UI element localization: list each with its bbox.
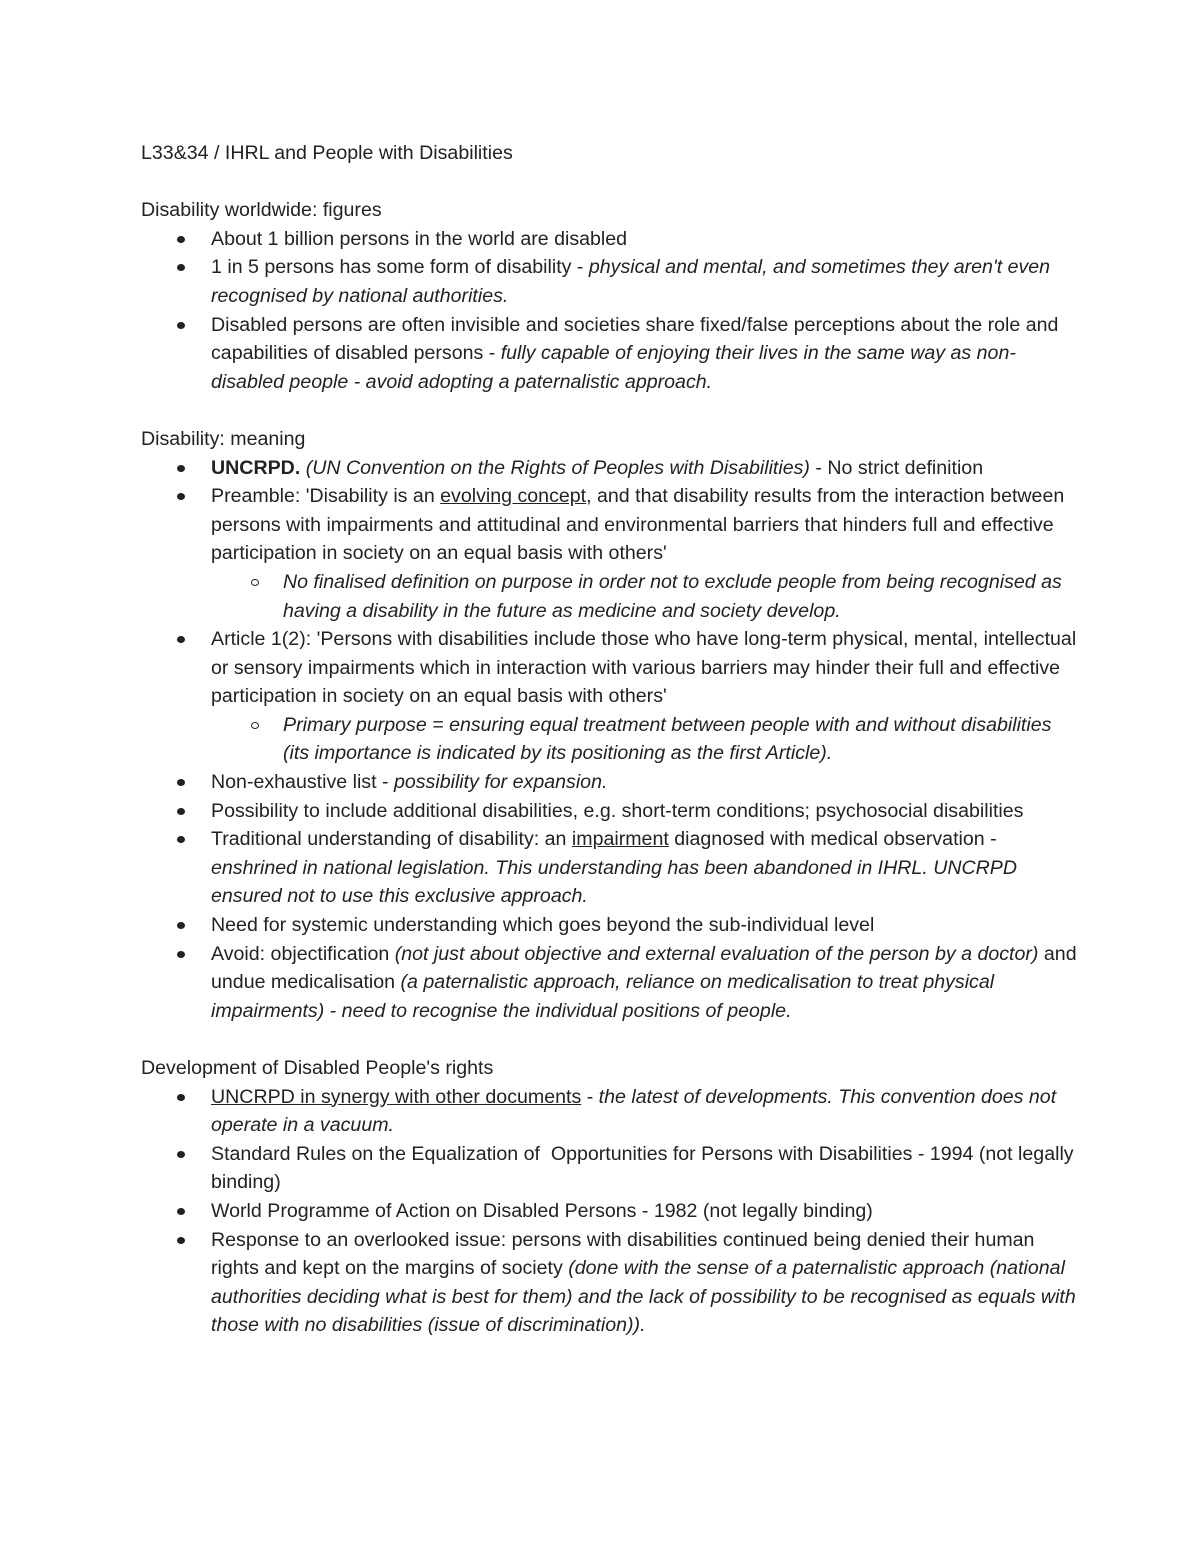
item-italic-text: fully capable of enjoying their lives in the same way as non-disabled people - avoid adopting a paternalistic approach.	[211, 342, 1016, 393]
list-item	[141, 1140, 1081, 1197]
item-text: Disabled persons are often invisible and societies share fixed/false perceptions about the role and capabilities of disabled persons -	[211, 313, 1059, 365]
list-item	[141, 825, 1081, 911]
bullet-icon	[177, 236, 185, 243]
section-heading-meaning: Disability: meaning	[141, 427, 306, 450]
item-text: and undue medicalisation	[211, 942, 1077, 994]
section-heading-development: Development of Disabled People's rights	[141, 1057, 494, 1079]
spacer	[141, 1025, 1081, 1054]
item-italic-text: (done with the sense of a paternalistic approach (national authorities deciding what is best for them) and the lack of possibility to be recognised as equals with those with no disabilities (issue of discrimination)).	[211, 1257, 1076, 1337]
bullet-icon	[177, 636, 185, 643]
item-italic-text: (UN Convention on the Rights of Peoples with Disabilities)	[305, 456, 810, 479]
item-text: -	[581, 1085, 599, 1108]
item-text: Need for systemic understanding which goes beyond the sub-individual level	[211, 914, 875, 937]
sub-list-item	[211, 568, 1081, 625]
item-text: Possibility to include additional disabilities, e.g. short-term conditions; psychosocial disabilities	[211, 799, 1024, 822]
sub-item-italic-text: No finalised definition on purpose in order not to exclude people from being recognised as having a disability in the future as medicine and society develop.	[283, 570, 1062, 622]
item-text: About 1 billion persons in the world are disabled	[211, 227, 628, 250]
list-item	[141, 1226, 1081, 1340]
item-text: Traditional understanding of disability: an	[211, 828, 572, 851]
item-text: diagnosed with medical observation -	[668, 828, 997, 851]
sub-list	[211, 711, 1081, 768]
document-page	[141, 139, 1081, 1340]
item-text: - No strict definition	[815, 456, 984, 479]
list-item	[141, 454, 1081, 483]
list-item	[141, 940, 1081, 1026]
bullet-icon	[177, 922, 185, 929]
hollow-bullet-icon	[251, 579, 259, 586]
bullet-icon	[177, 322, 185, 329]
item-italic-text: possibility for expansion.	[393, 771, 608, 794]
bullet-icon	[177, 808, 185, 815]
list-item	[141, 482, 1081, 625]
item-text: World Programme of Action on Disabled Persons - 1982 (not legally binding)	[211, 1199, 873, 1222]
item-bold-text: UNCRPD.	[211, 456, 301, 479]
development-list	[141, 1083, 1081, 1340]
item-italic-text: the latest of developments. This convention does not operate in a vacuum.	[211, 1085, 1057, 1137]
sub-list	[211, 568, 1081, 625]
bullet-icon	[177, 1094, 185, 1101]
list-item	[141, 311, 1081, 397]
bullet-icon	[177, 264, 185, 271]
item-text: Non-exhaustive list -	[211, 771, 394, 794]
bullet-icon	[177, 493, 185, 500]
item-text: Standard Rules on the Equalization of Opportunities for Persons with Disabilities - 1994 (not legally binding)	[211, 1142, 1080, 1194]
item-text: Article 1(2): 'Persons with disabilities include those who have long-term physical, mental, intellectual or sensory impairments which in interaction with various barriers may hinder their full and effective participation in society on an equal basis with others'	[211, 628, 1077, 708]
item-underlined-text: UNCRPD in synergy with other documents	[211, 1085, 582, 1108]
spacer	[141, 396, 1081, 425]
document-title: L33&34 / IHRL and People with Disabilities	[141, 142, 513, 164]
item-text: , and that disability results from the interaction between persons with impairments and attitudinal and environmental barriers that hinders full and effective participation in society on an equal basis with others'	[211, 485, 1065, 565]
list-item	[141, 253, 1081, 310]
bullet-icon	[177, 1237, 185, 1244]
item-underlined-text: evolving concept	[440, 485, 587, 508]
bullet-icon	[177, 1208, 185, 1215]
item-italic-text: physical and mental, and sometimes they aren't even recognised by national authorities.	[211, 256, 1051, 307]
list-item	[141, 797, 1081, 826]
item-text: Avoid: objectification	[211, 942, 395, 965]
item-text: 1 in 5 persons has some form of disability -	[211, 256, 589, 279]
item-text: Preamble: 'Disability is an	[211, 485, 441, 508]
bullet-icon	[177, 465, 185, 472]
figures-list	[141, 225, 1081, 397]
bullet-icon	[177, 779, 185, 786]
meaning-list	[141, 454, 1081, 1026]
item-text: Response to an overlooked issue: persons with disabilities continued being denied their human rights and kept on the margins of society	[211, 1228, 1035, 1280]
spacer	[141, 168, 1081, 197]
list-item	[141, 225, 1081, 254]
bullet-icon	[177, 951, 185, 958]
sub-item-italic-text: Primary purpose = ensuring equal treatment between people with and without disabilities (its importance is indicated by its positioning as the first Article).	[283, 713, 1052, 765]
list-item	[141, 1083, 1081, 1140]
bullet-icon	[177, 836, 185, 843]
list-item	[141, 625, 1081, 768]
sub-list-item	[211, 711, 1081, 768]
section-heading-figures: Disability worldwide: figures	[141, 199, 382, 222]
hollow-bullet-icon	[251, 722, 259, 729]
list-item	[141, 1197, 1081, 1226]
item-italic-text: enshrined in national legislation. This understanding has been abandoned in IHRL. UNCRPD ensured not to use this exclusive approach.	[211, 856, 1018, 908]
item-underlined-text: impairment	[571, 828, 669, 851]
item-italic-text: (a paternalistic approach, reliance on medicalisation to treat physical impairments) - need to recognise the individual positions of people.	[211, 971, 995, 1022]
list-item	[141, 911, 1081, 940]
bullet-icon	[177, 1151, 185, 1158]
item-italic-text: (not just about objective and external evaluation of the person by a doctor)	[394, 942, 1039, 965]
list-item	[141, 768, 1081, 797]
